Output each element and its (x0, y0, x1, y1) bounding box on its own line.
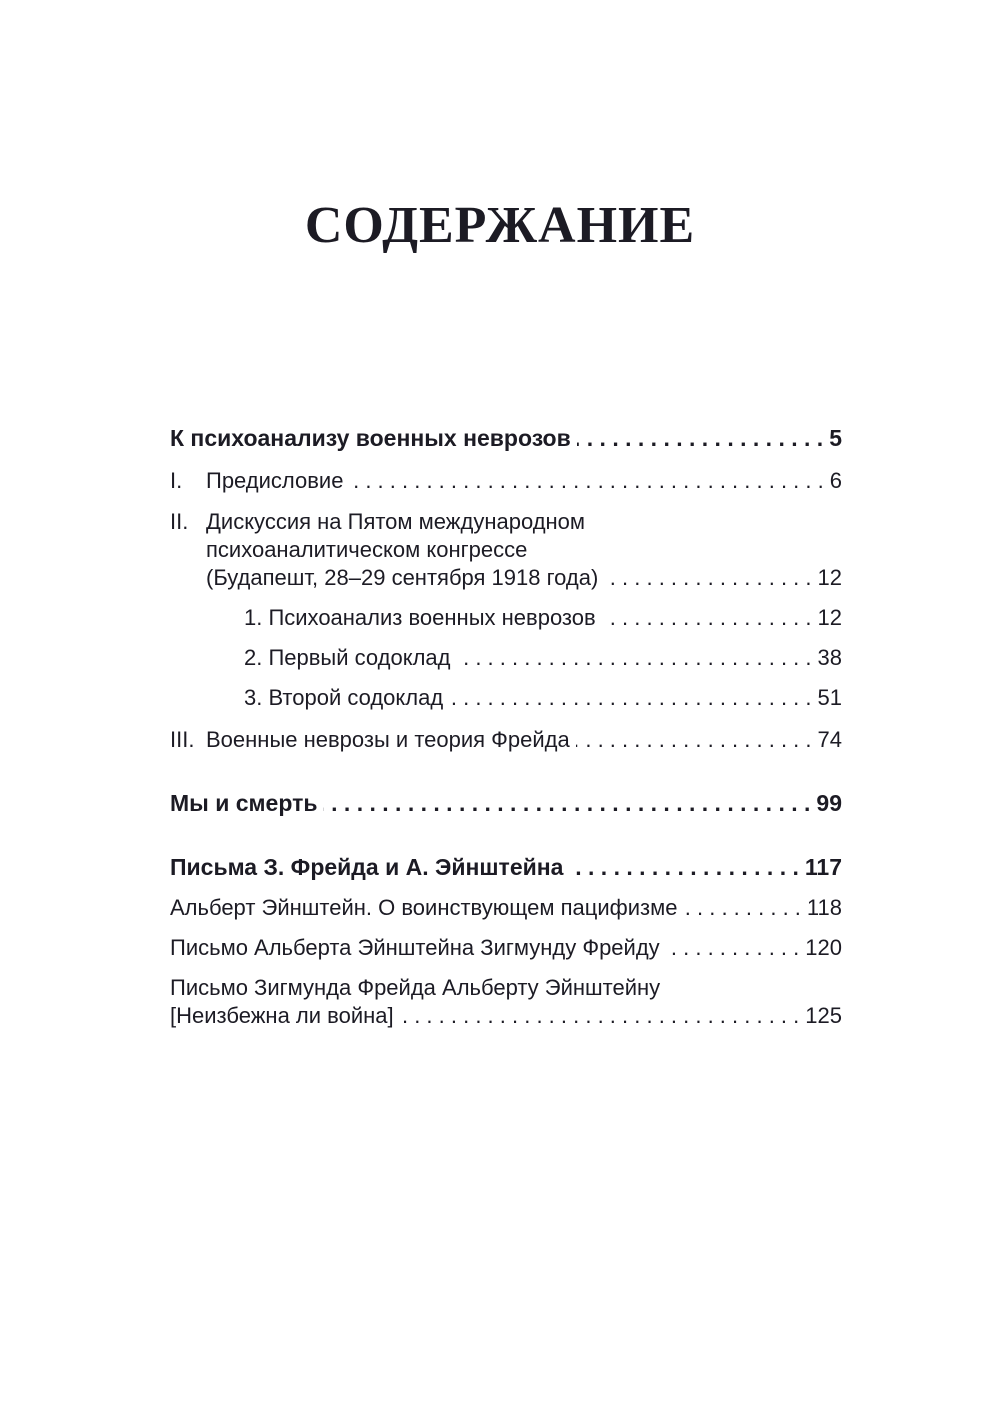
dot-leader (323, 789, 810, 817)
toc-entry-letter3[interactable] (170, 974, 842, 1030)
toc-entry-number: I. (170, 468, 183, 493)
toc-entry-page: 117 (804, 854, 842, 880)
toc-entry-part1[interactable] (170, 424, 842, 452)
toc-entry-label-line1: Письмо Зигмунда Фрейда Альберту Эйнштейну (170, 975, 661, 1000)
toc-entry-page: 12 (817, 605, 842, 630)
toc-entry-page: 51 (817, 685, 842, 710)
toc-entry-page: 125 (805, 1003, 842, 1028)
toc-entry-letter2[interactable] (170, 934, 842, 962)
dot-leader (349, 467, 823, 495)
dot-leader (666, 934, 800, 962)
toc-entry-page: 120 (805, 935, 842, 960)
toc-entry-label-line3: (Будапешт, 28–29 сентября 1918 года) (206, 565, 599, 590)
toc-entry-part2[interactable] (170, 789, 842, 817)
toc-entry-label: Письма З. Фрейда и А. Эйнштейна (170, 854, 564, 880)
toc-entry-label: 3. Второй содоклад (244, 685, 444, 710)
toc-entry-page: 6 (829, 468, 842, 493)
toc-entry-label: 1. Психоанализ военных неврозов (244, 605, 596, 630)
toc-entry-label-line2: психоаналитическом конгрессе (206, 537, 528, 562)
toc-entry-letter1[interactable] (170, 894, 842, 922)
toc-entry-ii-1[interactable] (170, 604, 842, 632)
toc-entry-page: 12 (817, 565, 842, 590)
dot-leader (457, 644, 812, 672)
toc-entry-page: 38 (817, 645, 842, 670)
toc-entry-page: 99 (816, 790, 842, 816)
toc-entry-label: Альберт Эйнштейн. О воинствующем пацифизме (170, 895, 678, 920)
toc-entry-label: Письмо Альберта Эйнштейна Зигмунду Фрейду (170, 935, 660, 960)
toc-entry-part3[interactable] (170, 853, 842, 881)
dot-leader (569, 853, 798, 881)
toc-entry-label-line2: [Неизбежна ли война] (170, 1003, 394, 1028)
dot-leader (604, 564, 811, 592)
toc-entry-ii-3[interactable] (170, 684, 842, 712)
toc-entry-label-line1: Дискуссия на Пятом международном (206, 509, 586, 534)
toc-entry-i[interactable] (170, 467, 842, 495)
dot-leader (400, 1002, 800, 1030)
toc-entry-number: III. (170, 727, 195, 752)
toc-entry-ii-2[interactable] (170, 644, 842, 672)
toc-entry-label: Предисловие (206, 468, 344, 493)
dot-leader (602, 604, 812, 632)
toc-entry-page: 118 (806, 895, 842, 920)
dot-leader (449, 684, 811, 712)
toc-entry-number: II. (170, 509, 189, 534)
toc-entry-label: Военные неврозы и теория Фрейда (206, 727, 570, 752)
dot-leader (577, 424, 823, 452)
toc-entry-iii[interactable] (170, 726, 842, 754)
toc-entry-label: Мы и смерть (170, 790, 318, 816)
toc-entry-page: 74 (817, 727, 842, 752)
dot-leader (683, 894, 800, 922)
toc-entry-label: К психоанализу военных неврозов (170, 425, 571, 451)
dot-leader (576, 726, 812, 754)
page-title: СОДЕРЖАНИЕ (304, 197, 696, 254)
toc-entry-ii[interactable] (170, 508, 842, 592)
toc-entry-page: 5 (829, 425, 842, 451)
toc-entry-label: 2. Первый содоклад (244, 645, 451, 670)
